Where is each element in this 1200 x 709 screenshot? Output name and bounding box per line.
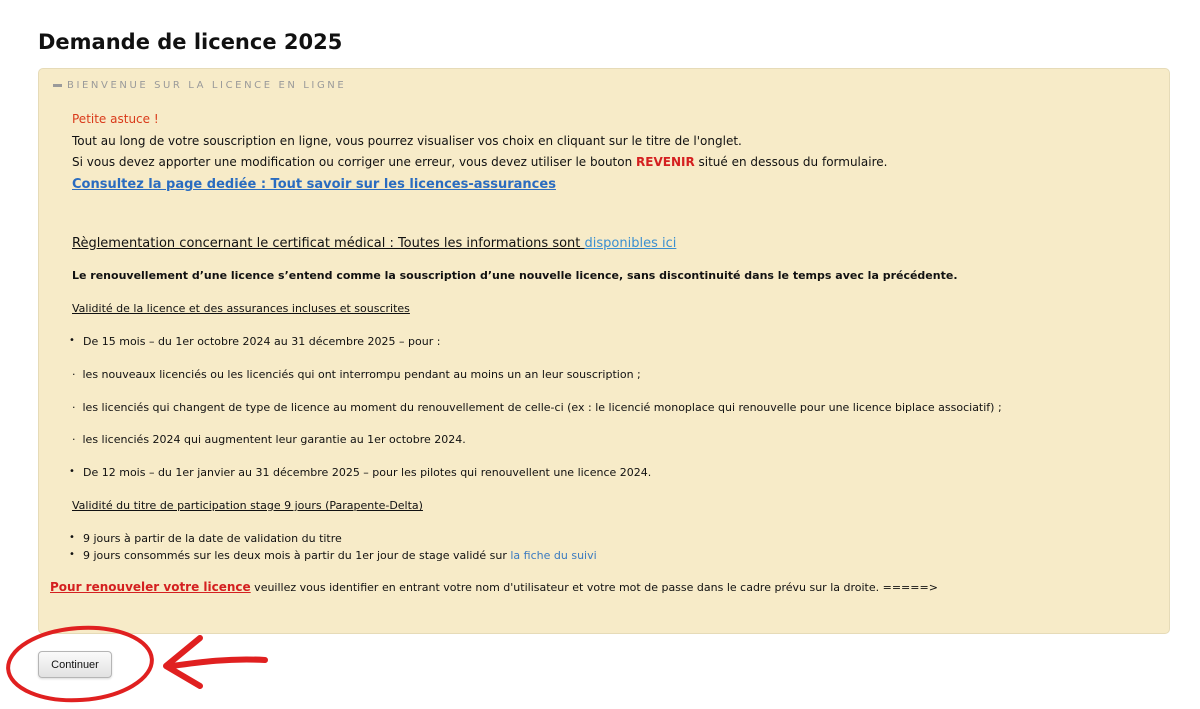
- suivi-sheet-link[interactable]: la fiche du suivi: [510, 549, 597, 562]
- dedicated-page-link[interactable]: Consultez la page dediée : Tout savoir sur les licences-assurances: [72, 177, 556, 192]
- renew-licence-link[interactable]: Pour renouveler votre licence: [50, 580, 251, 594]
- tip-line-2: [72, 155, 887, 169]
- regulation-text: Règlementation concernant le certificat médical : Toutes les informations sont: [72, 236, 585, 251]
- stage-item-2-text: 9 jours consommés sur les deux mois à partir du 1er jour de stage validé sur: [83, 549, 511, 562]
- tip-line-2-start: Si vous devez apporter une modification ou corriger une erreur, vous devez utiliser le bouton: [72, 155, 637, 169]
- sub-item-2: · les licenciés qui changent de type de licence au moment du renouvellement de celle-ci (ex : le licencié monoplace qui renouvelle pour une licence biplace associatif) ;: [72, 401, 1002, 414]
- renewal-definition: Le renouvellement d’une licence s’entend comme la souscription d’une nouvelle licence, sans discontinuité dans le temps avec la précédente.: [72, 269, 958, 282]
- regulation-line: [72, 236, 676, 252]
- panel-header-title: BIENVENUE SUR LA LICENCE EN LIGNE: [67, 80, 347, 91]
- sub-item-1: · les nouveaux licenciés ou les licenciés qui ont interrompu pendant au moins un an leur souscription ;: [72, 368, 641, 381]
- sub-item-2-text: les licenciés qui changent de type de licence au moment du renouvellement de celle-ci (ex : le licencié monoplace qui renouvelle pour une licence biplace associatif) ;: [82, 401, 1002, 414]
- collapse-icon[interactable]: [53, 84, 62, 87]
- page-title: Demande de licence 2025: [38, 30, 343, 54]
- stage-item-1: • 9 jours à partir de la date de validation du titre: [83, 532, 342, 545]
- welcome-panel: [38, 68, 1170, 634]
- tip-title: Petite astuce !: [72, 112, 159, 126]
- list-item-12-months: • De 12 mois – du 1er janvier au 31 décembre 2025 – pour les pilotes qui renouvellent une licence 2024.: [83, 466, 651, 479]
- renew-instructions: veuillez vous identifier en entrant votre nom d'utilisateur et votre mot de passe dans le cadre prévu sur la droite. =====>: [250, 581, 938, 594]
- regulation-link[interactable]: disponibles ici: [584, 236, 677, 251]
- validity-heading: Validité de la licence et des assurances incluses et souscrites: [72, 302, 410, 315]
- renew-line: [50, 580, 938, 594]
- continue-button[interactable]: Continuer: [38, 651, 112, 678]
- list-item-15-months: • De 15 mois – du 1er octobre 2024 au 31 décembre 2025 – pour :: [83, 335, 440, 348]
- tip-line-1: Tout au long de votre souscription en ligne, vous pourrez visualiser vos choix en cliquant sur le titre de l'onglet.: [72, 134, 742, 148]
- stage-item-2: [83, 549, 597, 562]
- panel-header-toggle[interactable]: [53, 80, 346, 91]
- sub-item-3-text: les licenciés 2024 qui augmentent leur garantie au 1er octobre 2024.: [82, 433, 466, 446]
- sub-item-3: · les licenciés 2024 qui augmentent leur garantie au 1er octobre 2024.: [72, 433, 466, 446]
- highlight-arrow-head: [166, 638, 200, 686]
- revenir-keyword: REVENIR: [636, 155, 695, 169]
- highlight-arrow-shaft: [172, 659, 265, 666]
- stage-heading: Validité du titre de participation stage 9 jours (Parapente-Delta): [72, 499, 423, 512]
- tip-line-2-end: situé en dessous du formulaire.: [694, 155, 888, 169]
- sub-item-1-text: les nouveaux licenciés ou les licenciés qui ont interrompu pendant au moins un an leur souscription ;: [82, 368, 641, 381]
